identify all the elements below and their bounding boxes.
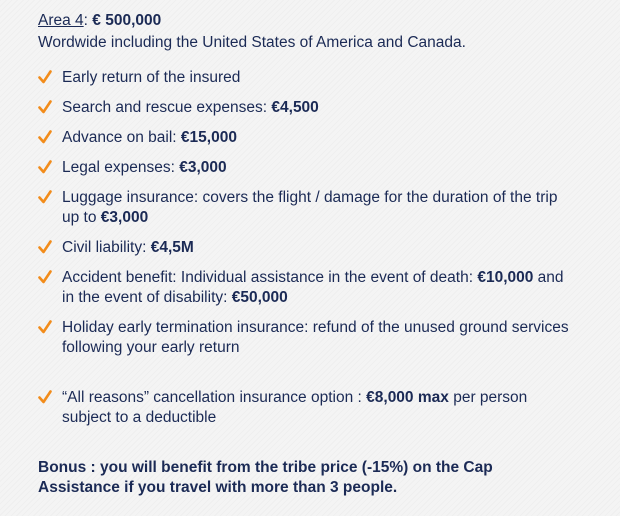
bonus-note: Bonus : you will benefit from the tribe price (-15%) on the Cap Assistance if you travel with more than 3 people. xyxy=(38,459,493,496)
benefit-amount: €3,000 xyxy=(100,209,149,226)
benefit-item xyxy=(38,268,570,308)
benefit-text: Advance on bail: xyxy=(62,129,181,146)
area-value: € 500,000 xyxy=(92,12,162,29)
benefit-item xyxy=(38,188,570,228)
benefit-amount: €4,500 xyxy=(271,99,319,116)
benefit-text: Luggage insurance: covers the flight / damage for the duration of the trip up to xyxy=(62,189,558,226)
checkmark-icon xyxy=(38,239,52,255)
benefit-amount: €4,5M xyxy=(150,239,194,256)
benefit-item xyxy=(38,68,570,88)
benefit-text: Civil liability: xyxy=(62,239,151,256)
benefit-text: Accident benefit: Individual assistance in the event of death: xyxy=(62,269,478,286)
benefit-amount: €8,000 max xyxy=(366,389,449,406)
benefit-text-after: per person subject to a deductible xyxy=(62,389,528,426)
benefit-text: Early return of the insured xyxy=(62,69,241,86)
checkmark-icon xyxy=(38,389,52,405)
benefit-amount: €15,000 xyxy=(180,129,237,146)
benefit-text: Legal expenses: xyxy=(62,159,180,176)
benefit-text: “All reasons” cancellation insurance option : xyxy=(62,389,367,406)
benefit-amount: €10,000 xyxy=(477,269,534,286)
benefit-amount-2: €50,000 xyxy=(231,289,288,306)
benefit-text: Search and rescue expenses: xyxy=(62,99,272,116)
area-colon: : xyxy=(83,12,93,29)
benefit-text: Holiday early termination insurance: refund of the unused ground services following your early return xyxy=(62,319,569,356)
benefit-item xyxy=(38,238,570,258)
benefit-item xyxy=(38,158,570,178)
area-heading xyxy=(38,10,570,32)
benefit-item xyxy=(38,388,570,428)
checkmark-icon xyxy=(38,99,52,115)
benefit-item xyxy=(38,98,570,118)
benefit-amount: €3,000 xyxy=(179,159,227,176)
checkmark-icon xyxy=(38,159,52,175)
checkmark-icon xyxy=(38,69,52,85)
checkmark-icon xyxy=(38,189,52,205)
checkmark-icon xyxy=(38,319,52,335)
benefits-list xyxy=(38,68,570,428)
area-description: Wordwide including the United States of America and Canada. xyxy=(38,34,466,51)
area-label: Area 4 xyxy=(38,12,84,29)
benefit-item xyxy=(38,318,570,358)
benefit-text-mid: and in the event of disability: xyxy=(62,269,564,306)
checkmark-icon xyxy=(38,129,52,145)
checkmark-icon xyxy=(38,269,52,285)
benefit-item xyxy=(38,128,570,148)
